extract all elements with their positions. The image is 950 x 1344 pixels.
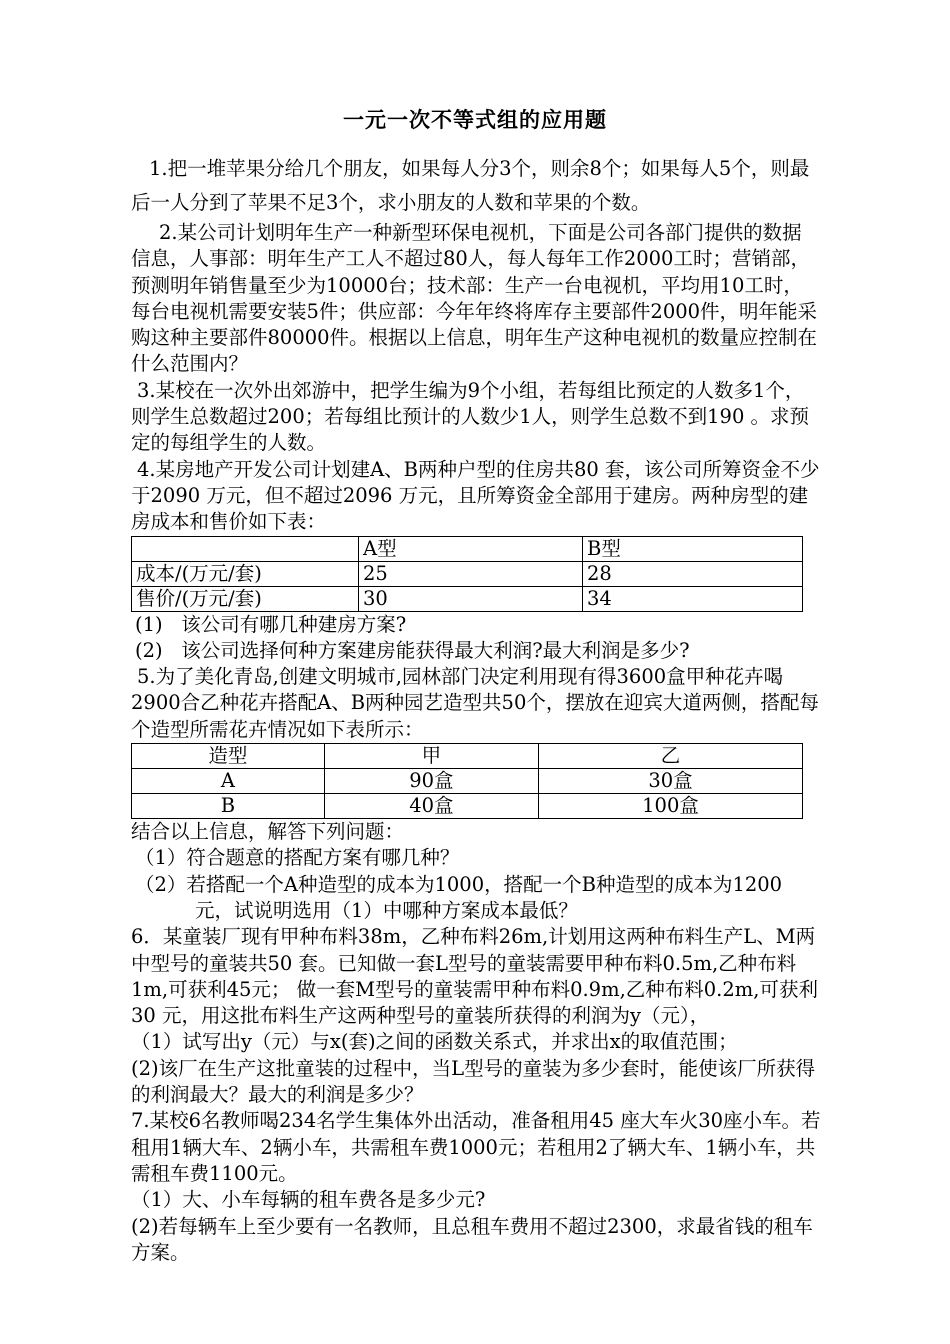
- house-cost-table: [131, 536, 803, 612]
- table-cell: [132, 536, 359, 561]
- table-cell: A型: [359, 536, 583, 561]
- table-cell: 34: [583, 586, 803, 611]
- table-cell: 100盒: [538, 794, 802, 819]
- question-7-part-2: (2)若每辆车上至少要有一名教师，且总租车费用不超过2300，求最省钱的租车方案。: [131, 1214, 813, 1264]
- question-6: 6．某童装厂现有甲种布料38m，乙种布料26m,计划用这两种布料生产L、M两中型号的童装共50 套。已知做一套L型号的童装需要甲种布料0.5m,乙种布料1m,可获利45元； 做一套M型号的童装需甲种布料0.9m,乙种布料0.2m,可获利30 元，用这批布料生产这两种型号的童装所获得的利润为y（元），: [131, 925, 818, 1028]
- question-6-part-2: (2)该厂在生产这批童装的过程中，当L型号的童装为多少套时，能使该厂所获得的利润最大？最大的利润是多少？: [131, 1056, 816, 1107]
- question-5-part-1: （1）符合题意的搭配方案有哪几种？: [135, 846, 460, 870]
- table-cell: 甲: [324, 744, 538, 769]
- table-cell: 90盒: [324, 769, 538, 794]
- table-cell: A: [132, 769, 325, 794]
- question-3: 3.某校在一次外出郊游中，把学生编为9个小组，若每组比预定的人数多1个，则学生总数超过200；若每组比预计的人数少1人，则学生总数不到190 。求预定的每组学生的人数。: [131, 378, 810, 455]
- document-body: [131, 152, 821, 1266]
- table-cell: 30: [359, 586, 583, 611]
- flower-table: [131, 743, 803, 819]
- table-cell: B: [132, 794, 325, 819]
- table-cell: 40盒: [324, 794, 538, 819]
- table-cell: 乙: [538, 744, 802, 769]
- table-row: [132, 769, 803, 794]
- table-row: [132, 586, 803, 611]
- question-7: 7.某校6名教师喝234名学生集体外出活动，准备租用45 座大车火30座小车。若租用1辆大车、2辆小车，共需租车费1000元；若租用2了辆大车、1辆小车，共需租车费1100元。: [131, 1109, 821, 1185]
- question-1: 1.把一堆苹果分给几个朋友，如果每人分3个，则余8个；如果每人5个，则最后一人分到了苹果不足3个，求小朋友的人数和苹果的个数。: [131, 157, 810, 214]
- table-cell: 造型: [132, 744, 325, 769]
- question-2: 2.某公司计划明年生产一种新型环保电视机，下面是公司各部门提供的数据信息，人事部：明年生产工人不超过80人，每人每年工作2000工时；营销部，预测明年销售量至少为10000台；技术部：生产一台电视机，平均用10工时，每台电视机需要安装5件；供应部：今年年终将库存主要部件2000件，明年能采购这种主要部件80000件。根据以上信息，明年生产这种电视机的数量应控制在什么范围内？: [131, 221, 818, 376]
- table-row: [132, 794, 803, 819]
- table-row: [132, 561, 803, 586]
- table-cell: 30盒: [538, 769, 802, 794]
- question-4: 4.某房地产开发公司计划建A、B两种户型的住房共80 套，该公司所筹资金不少于2090 万元，但不超过2096 万元，且所筹资金全部用于建房。两种房型的建房成本和售价如下表：: [131, 457, 820, 534]
- table-cell: 售价/(万元/套): [132, 586, 359, 611]
- table-row: [132, 744, 803, 769]
- page-title: 一元一次不等式组的应用题: [343, 108, 607, 132]
- table-cell: 成本/(万元/套): [132, 561, 359, 586]
- table-cell: 25: [359, 561, 583, 586]
- question-7-part-1: （1）大、小车每辆的租车费各是多少元?: [131, 1188, 486, 1212]
- table-row: [132, 536, 803, 561]
- table-cell: B型: [583, 536, 803, 561]
- question-6-part-1: （1）试写出y（元）与x(套)之间的函数关系式，并求出x的取值范围；: [131, 1030, 738, 1054]
- table-cell: 28: [583, 561, 803, 586]
- question-5: 5.为了美化青岛,创建文明城市,园林部门决定利用现有得3600盒甲种花卉喝2900合乙种花卉搭配A、B两种园艺造型共50个，摆放在迎宾大道两侧，搭配每个造型所需花卉情况如下表所示：: [131, 665, 819, 741]
- question-4-part-1: (1) 该公司有哪几种建房方案?: [135, 612, 407, 636]
- question-4-part-2: (2) 该公司选择何种方案建房能获得最大利润?最大利润是多少?: [135, 638, 690, 662]
- question-5-intro: 结合以上信息，解答下列问题：: [131, 820, 405, 844]
- question-5-part-2: （2）若搭配一个A种造型的成本为1000，搭配一个B种造型的成本为1200元，试说明选用（1）中哪种方案成本最低？: [135, 872, 783, 922]
